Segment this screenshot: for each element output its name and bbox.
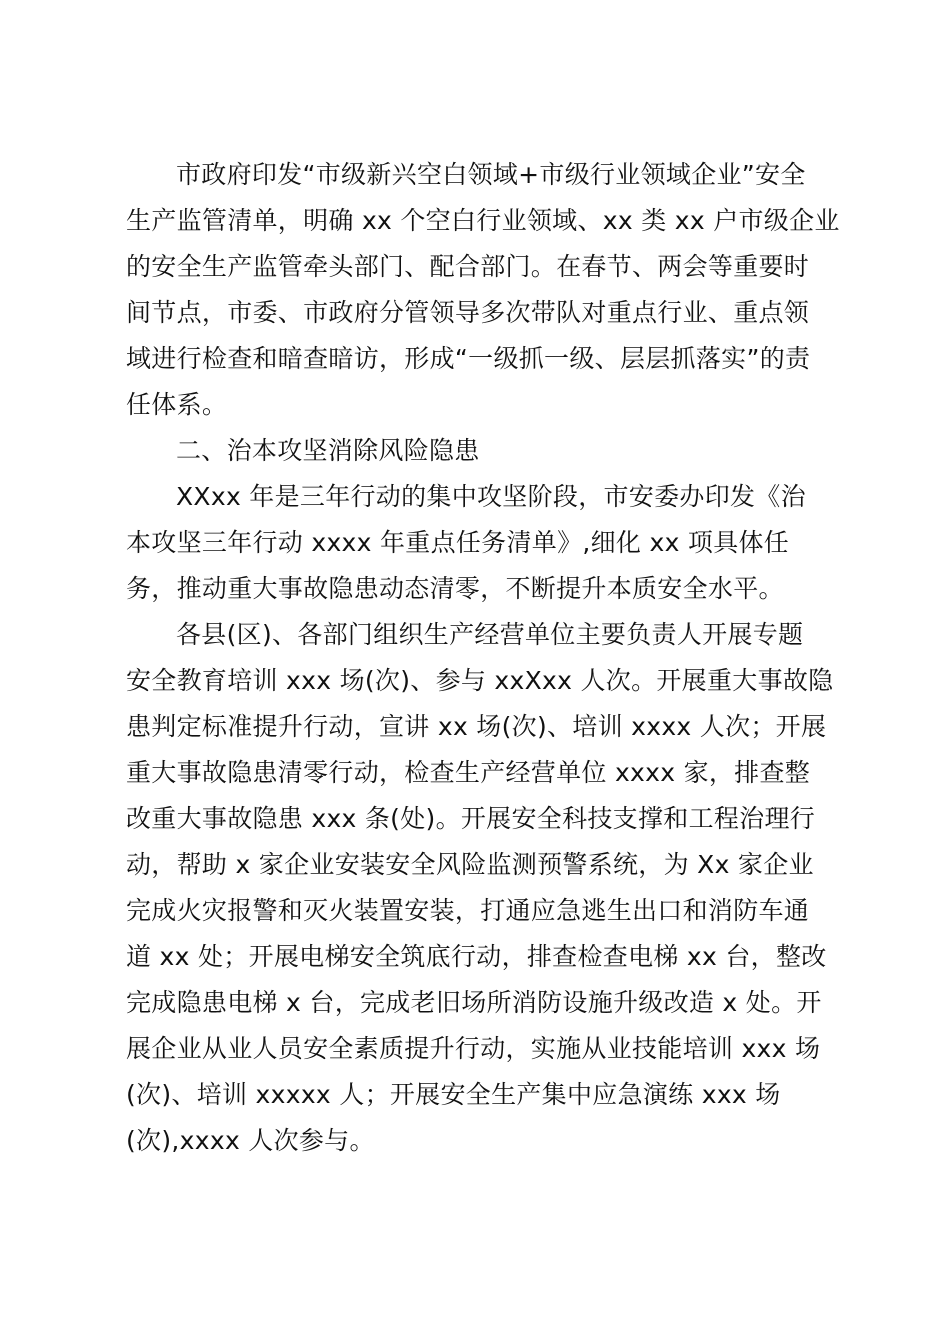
text-line: 展企业从业人员安全素质提升行动，实施从业技能培训 xxx 场 xyxy=(126,1034,821,1063)
text-line: 患判定标准提升行动，宣讲 xx 场(次)、培训 xxxx 人次；开展 xyxy=(126,712,827,741)
text-line: XXxx 年是三年行动的集中攻坚阶段，市安委办印发《治 xyxy=(176,482,806,511)
section-heading-text: 二、治本攻坚消除风险隐患 xyxy=(176,436,480,465)
text-line: 动，帮助 x 家企业安装安全风险监测预警系统，为 Xx 家企业 xyxy=(126,850,814,879)
paragraph-responsibility-system xyxy=(126,152,840,428)
text-line: 本攻坚三年行动 xxxx 年重点任务清单》,细化 xx 项具体任 xyxy=(126,528,790,557)
document-body xyxy=(126,152,840,1164)
paragraph-three-year-action xyxy=(126,474,826,612)
text-line: 重大事故隐患清零行动，检查生产经营单位 xxxx 家，排查整 xyxy=(126,758,811,787)
text-line: 完成隐患电梯 x 台，完成老旧场所消防设施升级改造 x 处。开 xyxy=(126,988,822,1017)
text-line: 的安全生产监管牵头部门、配合部门。在春节、两会等重要时 xyxy=(126,252,810,281)
text-line: (次),xxxx 人次参与。 xyxy=(126,1126,375,1155)
text-line: (次)、培训 xxxxx 人；开展安全生产集中应急演练 xxx 场 xyxy=(126,1080,781,1109)
text-line: 安全教育培训 xxx 场(次)、参与 xxXxx 人次。开展重大事故隐 xyxy=(126,666,834,695)
text-line: 域进行检查和暗查暗访，形成“一级抓一级、层层抓落实”的责 xyxy=(126,344,811,373)
text-line: 间节点，市委、市政府分管领导多次带队对重点行业、重点领 xyxy=(126,298,810,327)
text-line: 各县(区)、各部门组织生产经营单位主要负责人开展专题 xyxy=(176,620,804,649)
text-line: 生产监管清单，明确 xx 个空白行业领域、xx 类 xx 户市级企业 xyxy=(126,206,840,235)
text-line: 任体系。 xyxy=(126,390,228,419)
text-line: 完成火灾报警和灭火装置安装，打通应急逃生出口和消防车通 xyxy=(126,896,810,925)
text-line: 务，推动重大事故隐患动态清零，不断提升本质安全水平。 xyxy=(126,574,784,603)
text-line: 道 xx 处；开展电梯安全筑底行动，排查检查电梯 xx 台，整改 xyxy=(126,942,827,971)
text-line: 改重大事故隐患 xxx 条(处)。开展安全科技支撑和工程治理行 xyxy=(126,804,816,833)
paragraph-county-actions xyxy=(126,612,834,1164)
section-heading xyxy=(126,428,826,474)
text-line: 市政府印发“市级新兴空白领域+市级行业领域企业”安全 xyxy=(176,160,806,189)
